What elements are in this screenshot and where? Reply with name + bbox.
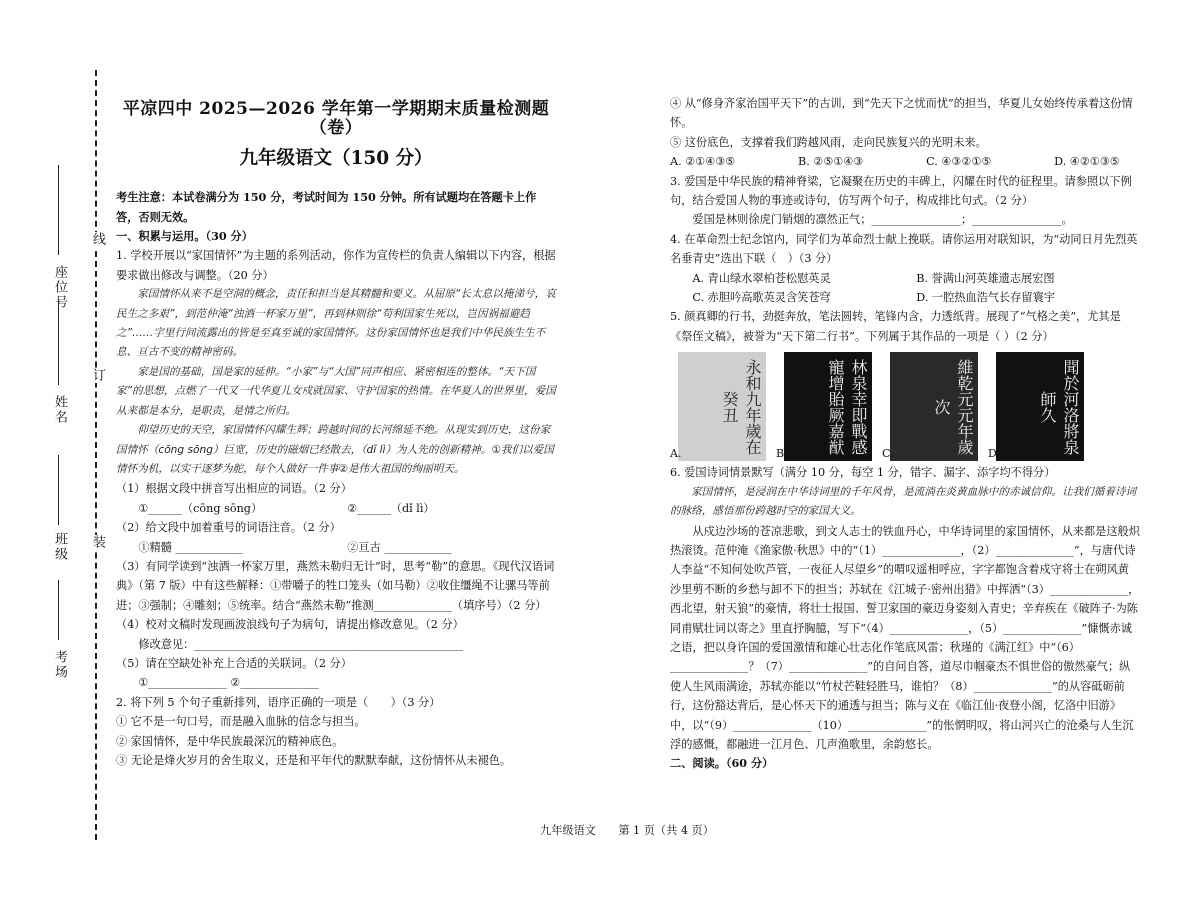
answer-blank-2a[interactable]: ①精髓 ____________ bbox=[138, 540, 243, 554]
calligraphy-option-c[interactable] bbox=[882, 352, 978, 461]
page-footer: 九年级语文 第 1 页（共 4 页） bbox=[540, 824, 714, 837]
subquestion-1-blanks bbox=[116, 499, 556, 518]
subquestion-3: （3）有同学读到“浊酒一杯家万里，燕然未勒归无计”时，思考“勒”的意思。《现代汉语词典》（第 7 版）中有这些解释：①带嚼子的牲口笼头（如马勒）②收住缰绳不让骡马等前进；③强制；④雕刻；⑤统率。结合“燕然未勒”推测______________（填序号）（2 分） bbox=[116, 559, 555, 612]
subquestion-4: （4）校对文稿时发现画波浪线句子为病句，请提出修改意见。（2 分） bbox=[116, 618, 464, 632]
calligraphy-image-c: 維乾元元年歲次 bbox=[890, 352, 978, 461]
class-label: 班级 bbox=[52, 532, 67, 562]
answer-blank-1b[interactable]: ②______（dǐ lì） bbox=[347, 501, 435, 515]
calligraphy-image-d: 聞於河洛將泉師久 bbox=[996, 352, 1084, 461]
left-column bbox=[116, 0, 556, 770]
question-2-sentence-2: ② 家国情怀，是中华民族最深沉的精神底色。 bbox=[116, 734, 344, 748]
couplet-option-d[interactable]: D. 一腔热血浩气长存留寰宇 bbox=[916, 291, 1055, 305]
couplet-option-c[interactable]: C. 赤胆吟高歌英灵含笑苍穹 bbox=[692, 291, 831, 305]
question-2-options bbox=[670, 152, 1140, 171]
question-3: 3. 爱国是中华民族的精神脊梁，它凝聚在历史的丰碑上，闪耀在时代的征程里。请参照以下例句，结合爱国人物的事迹或诗句，仿写两个句子，构成排比句式。（2 分） bbox=[670, 174, 1132, 208]
subquestion-5-answer[interactable]: ①______________ ②______________ bbox=[138, 676, 319, 690]
binding-dashed-line bbox=[95, 70, 97, 840]
question-2: 2. 将下列 5 个句子重新排列，语序正确的一项是（ ）（3 分） bbox=[116, 695, 441, 709]
passage-paragraph-3: 仰望历史的天空，家国情怀闪耀生辉；跨越时间的长河绵延不绝。从现实到历史，这份家国情怀（cōng sōng）巨宽，历史的磁烟已经散去，（dǐ lì）为人先的创新精神。①我们以爱国情怀为机，以实干逐梦为舵，每个人做好一件事②是伟大祖国的绚丽明天。 bbox=[116, 424, 554, 475]
binding-install-char: 装 bbox=[90, 535, 105, 550]
question-3-example[interactable]: 爱国是林则徐虎门销烟的凛然正气；________________；________________。 bbox=[692, 213, 1073, 227]
answer-blank-2b[interactable]: ②亘古 ____________ bbox=[347, 540, 452, 554]
seat-label: 座位号 bbox=[52, 265, 67, 310]
question-6-intro: 家国情怀，是浸润在中华诗词里的千年风骨，是流淌在炎黄血脉中的赤诚信仰。让我们循着诗词的脉络，感悟那份跨越时空的家国大义。 bbox=[670, 485, 1137, 518]
question-1-intro: 1. 学校开展以“家国情怀”为主题的系列活动，你作为宣传栏的负责人编辑以下内容，根据要求做出修改与调整。（20 分） bbox=[116, 249, 556, 282]
exam-notice: 考生注意：本试卷满分为 150 分，考试时间为 150 分钟。所有试题均在答题卡上作答，否则无效。 bbox=[116, 190, 537, 224]
calligraphy-image-b: 林泉幸即戰感寵增貽厥嘉猷 bbox=[784, 352, 872, 461]
calligraphy-option-d[interactable] bbox=[988, 352, 1084, 461]
question-2-sentence-5: ⑤ 这份底色，支撑着我们跨越风雨，走向民族复兴的光明未来。 bbox=[670, 135, 987, 149]
question-2-sentence-4: ④ 从“修身齐家治国平天下”的古训，到“先天下之忧而忧”的担当，华夏儿女始终传承着这份情怀。 bbox=[670, 97, 1133, 130]
calligraphy-letter-d: D. bbox=[988, 446, 1000, 460]
subquestion-5: （5）请在空缺处补充上合适的关联词。（2 分） bbox=[116, 656, 352, 670]
seat-blank bbox=[58, 165, 59, 255]
binding-margin bbox=[0, 0, 105, 900]
question-5: 5. 颜真卿的行书，劲挺奔放，笔法圆转，笔锋内含，力透纸背。展现了“气格之美”，尤其是《祭侄文稿》，被誉为“天下第二行书”。下列属于其作品的一项是（ ）（2 分） bbox=[670, 310, 1121, 343]
calligraphy-letter-a: A. bbox=[670, 446, 682, 460]
question-6: 6. 爱国诗词情景默写（满分 10 分，每空 1 分，错字、漏字、添字均不得分） bbox=[670, 466, 1056, 480]
option-b[interactable]: B. ②⑤①④③ bbox=[797, 155, 864, 169]
option-c[interactable]: C. ④③②①⑤ bbox=[926, 155, 992, 169]
passage-paragraph-2: 家是国的基础，国是家的延伸。“小家”与“大国”同声相应、紧密相连的整体。“天下国家”的思想，点燃了一代又一代华夏儿女戍就国家、守护国家的热情。在华夏人的世界里，爱国从来都是本分，是职责，是情之所归。 bbox=[116, 365, 556, 417]
couplet-option-b[interactable]: B. 誉满山河英雄遗志展宏图 bbox=[916, 271, 1055, 285]
subquestion-4-answer[interactable]: 修改意见：________________________________________________ bbox=[138, 637, 463, 651]
subquestion-2-blanks bbox=[116, 538, 556, 557]
section-2-heading: 二、阅读。（60 分） bbox=[670, 756, 774, 771]
name-label: 姓名 bbox=[52, 395, 67, 425]
option-a[interactable]: A. ②①④③⑤ bbox=[670, 155, 736, 169]
question-6-body[interactable]: 从戍边沙场的苍凉悲歌，到文人志士的铁血丹心，中华诗词里的家国情怀，从来都是这般炽热滚烫。范仲淹《渔家傲·秋思》中的“（1）______________，（2）______________”，与唐代诗人李益“不知何处吹芦管，一夜征人尽望乡”的喟叹遥相呼应，字字都饱含着戍守将士在朔风黄沙里剪不断的乡愁与卸不下的担当；苏轼在《江城子·密州出猎》中挥洒“（3）______________，西北望，射天狼”的豪情，将壮士报国、誓卫家国的豪迈身姿刻入青史；辛弃疾在《破阵子·为陈同甫赋壮词以寄之》里直抒胸臆，写下“（4）______________，（5）______________”慷慨赤诚之语，把以身许国的爱国激情和雄心壮志化作笔底风雷；秋瑾的《满江红》中“（6）______________？（7）______________”的自问自答，道尽巾帼豪杰不惧世俗的傲然豪气；纵使人生风雨满途，苏轼亦能以“竹杖芒鞋轻胜马，谁怕？（8）______________”的从容砥砺前行，这份豁达背后，是心怀天下的通透与担当；陈与义在《临江仙·夜登小阁，忆洛中旧游》中，以“（9）______________（10）______________”的怅惘明叹，将山河兴亡的沧桑与人生沉浮的感慨，都融进一江月色、几声渔歌里，余韵悠长。 bbox=[670, 524, 1140, 751]
name-blank bbox=[58, 300, 59, 385]
binding-order-char: 订 bbox=[90, 368, 105, 383]
option-d[interactable]: D. ④②①③⑤ bbox=[1054, 155, 1120, 169]
exam-subtitle: 九年级语文（150 分） bbox=[239, 147, 433, 169]
subquestion-1: （1）根据文段中拼音写出相应的词语。（2 分） bbox=[116, 482, 352, 496]
question-2-sentence-1: ① 它不是一句口号，而是融入血脉的信念与担当。 bbox=[116, 715, 366, 729]
calligraphy-letter-b: B. bbox=[776, 446, 788, 460]
calligraphy-option-a[interactable] bbox=[670, 352, 766, 461]
room-blank bbox=[58, 580, 59, 640]
calligraphy-letter-c: C. bbox=[882, 446, 894, 460]
exam-title: 平凉四中 2025—2026 学年第一学期期末质量检测题（卷） bbox=[122, 99, 550, 139]
question-4: 4. 在革命烈士纪念馆内，同学们为革命烈士献上挽联。请你运用对联知识，为“动同日月先烈英名垂青史”选出下联（ ）（3 分） bbox=[670, 232, 1138, 266]
passage-paragraph-1: 家国情怀从来不是空洞的概念，责任和担当是其精髓和要义。从屈原“长太息以掩涕兮，哀民生之多艰”，到范仲淹“浊酒一杯家万里”，再到林则徐“苟利国家生死以，岂因祸福避趋之”……字里行间流露出的皆是至真至诚的家国情怀。这份家国情怀也是我们中华民族生生不息、亘古不变的精神密码。 bbox=[116, 288, 556, 359]
question-4-options-row-2 bbox=[670, 288, 1140, 307]
right-column bbox=[670, 94, 1140, 774]
answer-blank-1a[interactable]: ①______（cōng sōng） bbox=[138, 501, 263, 515]
question-4-options-row-1 bbox=[670, 269, 1140, 288]
calligraphy-image-a: 永和九年歲在癸丑 bbox=[678, 352, 766, 461]
couplet-option-a[interactable]: A. 青山绿水翠柏苍松慰英灵 bbox=[692, 271, 831, 285]
class-blank bbox=[58, 455, 59, 525]
calligraphy-option-b[interactable] bbox=[776, 352, 872, 461]
room-label: 考场 bbox=[52, 650, 67, 680]
calligraphy-images bbox=[670, 352, 1140, 461]
subquestion-2: （2）给文段中加着重号的词语注音。（2 分） bbox=[116, 521, 341, 535]
section-1-heading: 一、积累与运用。（30 分） bbox=[116, 229, 253, 244]
question-2-sentence-3: ③ 无论是烽火岁月的舍生取义，还是和平年代的默默奉献，这份情怀从未褪色。 bbox=[116, 754, 512, 767]
binding-line-char: 线 bbox=[90, 232, 105, 247]
